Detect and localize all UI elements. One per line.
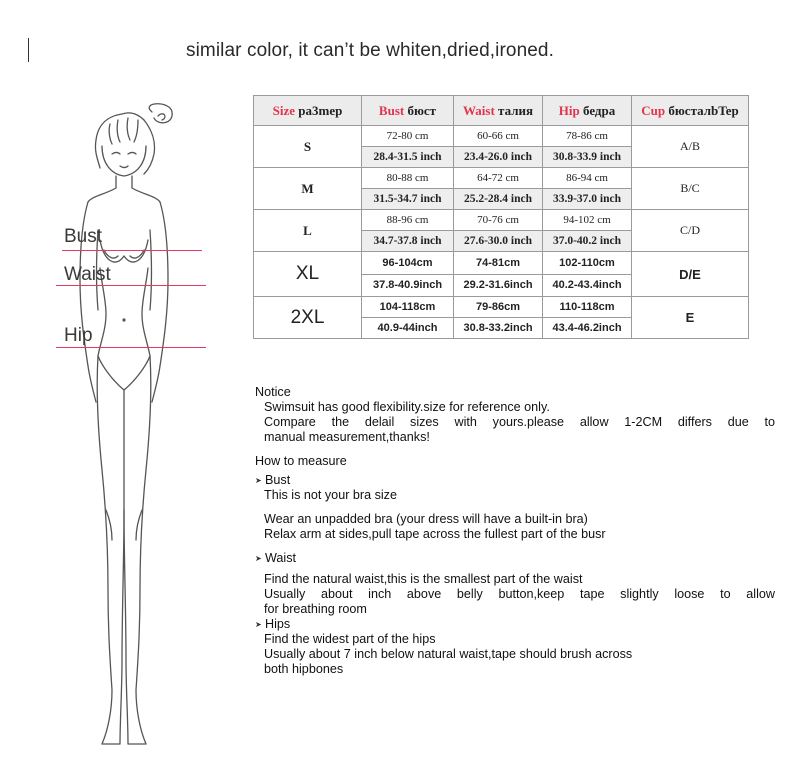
bust-cm-cell: 72-80 cm (362, 126, 454, 147)
bust-inch-cell: 34.7-37.8 inch (362, 231, 454, 252)
text-cursor-mark (28, 38, 29, 62)
bust-cm-cell: 104-118cm (362, 297, 454, 318)
notice-line: Usually about 7 inch below natural waist,tape should brush across (264, 647, 633, 661)
notice-line: This is not your bra size (264, 488, 397, 502)
waist-inch-cell: 30.8-33.2inch (454, 318, 543, 339)
arrow-bullet-icon: ➤ (255, 476, 262, 485)
notice-line: both hipbones (264, 662, 344, 676)
table-row (254, 126, 749, 147)
hip-cm-cell: 94-102 cm (543, 210, 632, 231)
cup-cell: C/D (632, 210, 749, 252)
hip-label: Hip (64, 325, 93, 346)
waist-section-head: ➤ Waist (255, 551, 297, 565)
waist-label: Waist (64, 264, 111, 285)
waist-cm-cell: 74-81cm (454, 252, 543, 275)
bust-section-head: ➤ Bust (255, 473, 291, 487)
waist-inch-cell: 29.2-31.6inch (454, 274, 543, 297)
bust-cm-cell: 88-96 cm (362, 210, 454, 231)
hip-guide-line (56, 347, 206, 348)
hip-cm-cell: 86-94 cm (543, 168, 632, 189)
size-cell: L (254, 210, 362, 252)
hip-inch-cell: 43.4-46.2inch (543, 318, 632, 339)
arrow-bullet-icon: ➤ (255, 620, 262, 629)
waist-cm-cell: 60-66 cm (454, 126, 543, 147)
waist-cm-cell: 64-72 cm (454, 168, 543, 189)
size-chart-table (253, 95, 749, 339)
table-header-row (254, 96, 749, 126)
size-cell: 2XL (254, 297, 362, 339)
table-row (254, 297, 749, 318)
header-hip: Hip бедра (543, 96, 632, 126)
bust-inch-cell: 31.5-34.7 inch (362, 189, 454, 210)
notice-line: for breathing room (264, 602, 367, 616)
hips-section-head: ➤ Hips (255, 617, 291, 631)
bust-inch-cell: 40.9-44inch (362, 318, 454, 339)
bust-label: Bust (64, 226, 103, 247)
notice-line: Compare the delail sizes with yours.please allow 1-2CM differs due to (264, 415, 775, 429)
hip-cm-cell: 110-118cm (543, 297, 632, 318)
size-cell: XL (254, 252, 362, 297)
cup-cell: A/B (632, 126, 749, 168)
hip-inch-cell: 40.2-43.4inch (543, 274, 632, 297)
howto-title: How to measure (255, 454, 347, 468)
notice-line: Wear an unpadded bra (your dress will have a built-in bra) (264, 512, 588, 526)
notice-line: manual measurement,thanks! (264, 430, 430, 444)
table-row (254, 168, 749, 189)
size-cell: S (254, 126, 362, 168)
cup-cell: B/C (632, 168, 749, 210)
header-waist: Waist талия (454, 96, 543, 126)
table-row (254, 252, 749, 275)
notice-line: Relax arm at sides,pull tape across the fullest part of the busr (264, 527, 606, 541)
notice-line: Find the widest part of the hips (264, 632, 436, 646)
bust-inch-cell: 37.8-40.9inch (362, 274, 454, 297)
waist-inch-cell: 27.6-30.0 inch (454, 231, 543, 252)
cup-cell: E (632, 297, 749, 339)
notice-line: Swimsuit has good flexibility.size for reference only. (264, 400, 550, 414)
waist-cm-cell: 79-86cm (454, 297, 543, 318)
woman-outline-illustration (40, 90, 260, 760)
size-cell: M (254, 168, 362, 210)
bust-cm-cell: 96-104cm (362, 252, 454, 275)
notice-title: Notice (255, 385, 291, 399)
hip-inch-cell: 33.9-37.0 inch (543, 189, 632, 210)
bust-inch-cell: 28.4-31.5 inch (362, 147, 454, 168)
hip-cm-cell: 78-86 cm (543, 126, 632, 147)
table-row (254, 210, 749, 231)
hip-inch-cell: 30.8-33.9 inch (543, 147, 632, 168)
hip-cm-cell: 102-110cm (543, 252, 632, 275)
bust-guide-line (62, 250, 202, 251)
waist-cm-cell: 70-76 cm (454, 210, 543, 231)
waist-inch-cell: 23.4-26.0 inch (454, 147, 543, 168)
header-cup: Cup бюсталbTep (632, 96, 749, 126)
notice-section (255, 385, 775, 677)
care-instruction-headline: similar color, it can’t be whiten,dried,ironed. (186, 40, 554, 61)
notice-line: Find the natural waist,this is the smallest part of the waist (264, 572, 583, 586)
bust-cm-cell: 80-88 cm (362, 168, 454, 189)
header-size: Size pa3mep (254, 96, 362, 126)
arrow-bullet-icon: ➤ (255, 554, 262, 563)
notice-line: Usually about inch above belly button,keep tape slightly loose to allow (264, 587, 775, 601)
cup-cell: D/E (632, 252, 749, 297)
waist-inch-cell: 25.2-28.4 inch (454, 189, 543, 210)
body-figure (40, 90, 260, 760)
header-bust: Bust бюст (362, 96, 454, 126)
hip-inch-cell: 37.0-40.2 inch (543, 231, 632, 252)
